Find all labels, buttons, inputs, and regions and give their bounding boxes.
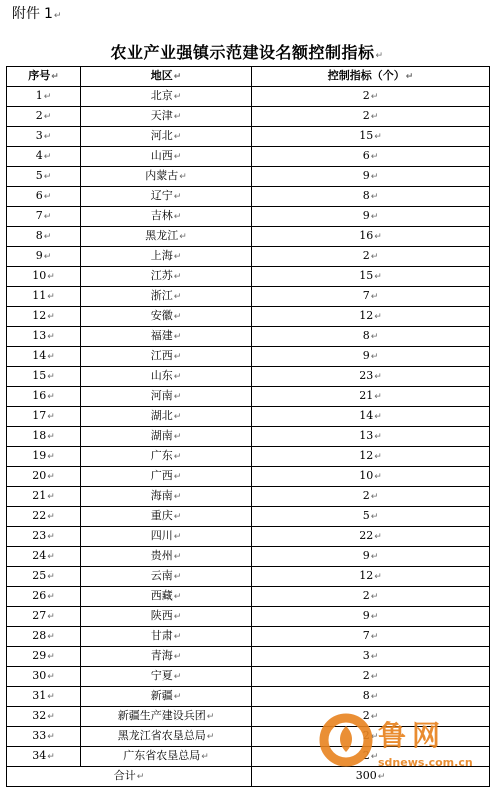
row-number-cell: 7↵ bbox=[7, 207, 81, 227]
document-title bbox=[0, 40, 494, 63]
table-row bbox=[7, 627, 490, 647]
row-number-cell: 19↵ bbox=[7, 447, 81, 467]
table-row bbox=[7, 267, 490, 287]
table-row bbox=[7, 327, 490, 347]
row-number-cell: 30↵ bbox=[7, 667, 81, 687]
region-cell: 云南↵ bbox=[81, 567, 252, 587]
row-number-cell: 13↵ bbox=[7, 327, 81, 347]
table-row bbox=[7, 687, 490, 707]
table-row bbox=[7, 527, 490, 547]
row-number-cell: 5↵ bbox=[7, 167, 81, 187]
table-row bbox=[7, 427, 490, 447]
region-cell: 内蒙古↵ bbox=[81, 167, 252, 187]
table-row bbox=[7, 167, 490, 187]
region-cell: 浙江↵ bbox=[81, 287, 252, 307]
quota-cell: 2↵ bbox=[252, 487, 490, 507]
quota-cell: 14↵ bbox=[252, 407, 490, 427]
quota-cell: 9↵ bbox=[252, 207, 490, 227]
column-header-no: 序号↵ bbox=[7, 67, 81, 87]
region-cell: 西藏↵ bbox=[81, 587, 252, 607]
paragraph-mark: ↵ bbox=[53, 11, 62, 21]
table-row bbox=[7, 127, 490, 147]
region-cell: 安徽↵ bbox=[81, 307, 252, 327]
quota-cell: 10↵ bbox=[252, 467, 490, 487]
table-row bbox=[7, 647, 490, 667]
attachment-number: 1 bbox=[44, 6, 53, 22]
region-cell: 重庆↵ bbox=[81, 507, 252, 527]
table-row bbox=[7, 307, 490, 327]
row-number-cell: 25↵ bbox=[7, 567, 81, 587]
region-cell: 湖北↵ bbox=[81, 407, 252, 427]
table-row bbox=[7, 567, 490, 587]
region-cell: 河北↵ bbox=[81, 127, 252, 147]
table-row bbox=[7, 287, 490, 307]
quota-cell: 9↵ bbox=[252, 347, 490, 367]
quota-cell: 9↵ bbox=[252, 607, 490, 627]
row-number-cell: 14↵ bbox=[7, 347, 81, 367]
region-cell: 青海↵ bbox=[81, 647, 252, 667]
region-cell: 甘肃↵ bbox=[81, 627, 252, 647]
table-row bbox=[7, 187, 490, 207]
table-row bbox=[7, 507, 490, 527]
row-number-cell: 32↵ bbox=[7, 707, 81, 727]
table-row bbox=[7, 467, 490, 487]
row-number-cell: 15↵ bbox=[7, 367, 81, 387]
quota-cell: 2↵ bbox=[252, 87, 490, 107]
quota-cell: 5↵ bbox=[252, 507, 490, 527]
quota-cell: 2↵ bbox=[252, 107, 490, 127]
row-number-cell: 26↵ bbox=[7, 587, 81, 607]
quota-cell: 2↵ bbox=[252, 247, 490, 267]
row-number-cell: 27↵ bbox=[7, 607, 81, 627]
quota-cell: 2↵ bbox=[252, 667, 490, 687]
row-number-cell: 2↵ bbox=[7, 107, 81, 127]
row-number-cell: 23↵ bbox=[7, 527, 81, 547]
table-row bbox=[7, 667, 490, 687]
quota-cell: 16↵ bbox=[252, 227, 490, 247]
row-number-cell: 8↵ bbox=[7, 227, 81, 247]
quota-cell: 2↵ bbox=[252, 747, 490, 767]
watermark-name: 鲁网 bbox=[378, 719, 447, 752]
quota-cell: 9↵ bbox=[252, 547, 490, 567]
table-row bbox=[7, 487, 490, 507]
row-number-cell: 9↵ bbox=[7, 247, 81, 267]
region-cell: 黑龙江↵ bbox=[81, 227, 252, 247]
quota-table bbox=[6, 66, 490, 787]
region-cell: 湖南↵ bbox=[81, 427, 252, 447]
row-number-cell: 28↵ bbox=[7, 627, 81, 647]
region-cell: 海南↵ bbox=[81, 487, 252, 507]
row-number-cell: 34↵ bbox=[7, 747, 81, 767]
table-row bbox=[7, 607, 490, 627]
table-row bbox=[7, 147, 490, 167]
region-cell: 上海↵ bbox=[81, 247, 252, 267]
table-row bbox=[7, 367, 490, 387]
table-header-row bbox=[7, 67, 490, 87]
quota-cell: 8↵ bbox=[252, 687, 490, 707]
row-number-cell: 16↵ bbox=[7, 387, 81, 407]
region-cell: 宁夏↵ bbox=[81, 667, 252, 687]
region-cell: 山西↵ bbox=[81, 147, 252, 167]
row-number-cell: 3↵ bbox=[7, 127, 81, 147]
region-cell: 陕西↵ bbox=[81, 607, 252, 627]
quota-cell: 22↵ bbox=[252, 527, 490, 547]
region-cell: 广西↵ bbox=[81, 467, 252, 487]
table-body bbox=[7, 87, 490, 767]
region-cell: 江苏↵ bbox=[81, 267, 252, 287]
quota-cell: 21↵ bbox=[252, 387, 490, 407]
region-cell: 贵州↵ bbox=[81, 547, 252, 567]
quota-cell: 13↵ bbox=[252, 427, 490, 447]
region-cell: 吉林↵ bbox=[81, 207, 252, 227]
row-number-cell: 18↵ bbox=[7, 427, 81, 447]
region-cell: 广东↵ bbox=[81, 447, 252, 467]
quota-cell: 12↵ bbox=[252, 447, 490, 467]
quota-cell: 15↵ bbox=[252, 267, 490, 287]
table-row bbox=[7, 347, 490, 367]
watermark-url: sdnews.com.cn bbox=[378, 756, 473, 769]
table-total-row bbox=[7, 767, 490, 787]
quota-cell: 8↵ bbox=[252, 327, 490, 347]
row-number-cell: 6↵ bbox=[7, 187, 81, 207]
table-row bbox=[7, 587, 490, 607]
table-row bbox=[7, 747, 490, 767]
total-label-cell: 合计↵ bbox=[7, 767, 252, 787]
row-number-cell: 4↵ bbox=[7, 147, 81, 167]
region-cell: 天津↵ bbox=[81, 107, 252, 127]
region-cell: 江西↵ bbox=[81, 347, 252, 367]
table-row bbox=[7, 727, 490, 747]
quota-cell: 8↵ bbox=[252, 187, 490, 207]
quota-cell: 2↵ bbox=[252, 707, 490, 727]
region-cell: 新疆生产建设兵团↵ bbox=[81, 707, 252, 727]
region-cell: 山东↵ bbox=[81, 367, 252, 387]
table-row bbox=[7, 227, 490, 247]
row-number-cell: 11↵ bbox=[7, 287, 81, 307]
region-cell: 黑龙江省农垦总局↵ bbox=[81, 727, 252, 747]
attachment-text: 附件 bbox=[12, 6, 40, 22]
table-row bbox=[7, 547, 490, 567]
table-row bbox=[7, 107, 490, 127]
attachment-label bbox=[12, 3, 61, 23]
region-cell: 北京↵ bbox=[81, 87, 252, 107]
row-number-cell: 10↵ bbox=[7, 267, 81, 287]
row-number-cell: 12↵ bbox=[7, 307, 81, 327]
region-cell: 新疆↵ bbox=[81, 687, 252, 707]
column-header-quota: 控制指标（个）↵ bbox=[252, 67, 490, 87]
table-row bbox=[7, 87, 490, 107]
row-number-cell: 33↵ bbox=[7, 727, 81, 747]
paragraph-mark: ↵ bbox=[375, 51, 384, 61]
quota-cell: 7↵ bbox=[252, 627, 490, 647]
quota-cell: 12↵ bbox=[252, 307, 490, 327]
region-cell: 福建↵ bbox=[81, 327, 252, 347]
quota-cell: 15↵ bbox=[252, 127, 490, 147]
row-number-cell: 17↵ bbox=[7, 407, 81, 427]
quota-cell: 9↵ bbox=[252, 167, 490, 187]
quota-cell: 6↵ bbox=[252, 147, 490, 167]
table-row bbox=[7, 447, 490, 467]
region-cell: 河南↵ bbox=[81, 387, 252, 407]
row-number-cell: 29↵ bbox=[7, 647, 81, 667]
table-row bbox=[7, 707, 490, 727]
row-number-cell: 20↵ bbox=[7, 467, 81, 487]
table-row bbox=[7, 387, 490, 407]
table-row bbox=[7, 247, 490, 267]
total-value-cell: 300↵ bbox=[252, 767, 490, 787]
row-number-cell: 24↵ bbox=[7, 547, 81, 567]
region-cell: 四川↵ bbox=[81, 527, 252, 547]
row-number-cell: 1↵ bbox=[7, 87, 81, 107]
quota-cell: 2↵ bbox=[252, 587, 490, 607]
quota-cell: 2↵ bbox=[252, 727, 490, 747]
row-number-cell: 31↵ bbox=[7, 687, 81, 707]
table-row bbox=[7, 207, 490, 227]
document-title-text: 农业产业强镇示范建设名额控制指标 bbox=[110, 43, 375, 62]
row-number-cell: 21↵ bbox=[7, 487, 81, 507]
quota-cell: 12↵ bbox=[252, 567, 490, 587]
quota-cell: 3↵ bbox=[252, 647, 490, 667]
table-row bbox=[7, 407, 490, 427]
region-cell: 广东省农垦总局↵ bbox=[81, 747, 252, 767]
region-cell: 辽宁↵ bbox=[81, 187, 252, 207]
quota-cell: 23↵ bbox=[252, 367, 490, 387]
row-number-cell: 22↵ bbox=[7, 507, 81, 527]
column-header-region: 地区↵ bbox=[81, 67, 252, 87]
quota-cell: 7↵ bbox=[252, 287, 490, 307]
